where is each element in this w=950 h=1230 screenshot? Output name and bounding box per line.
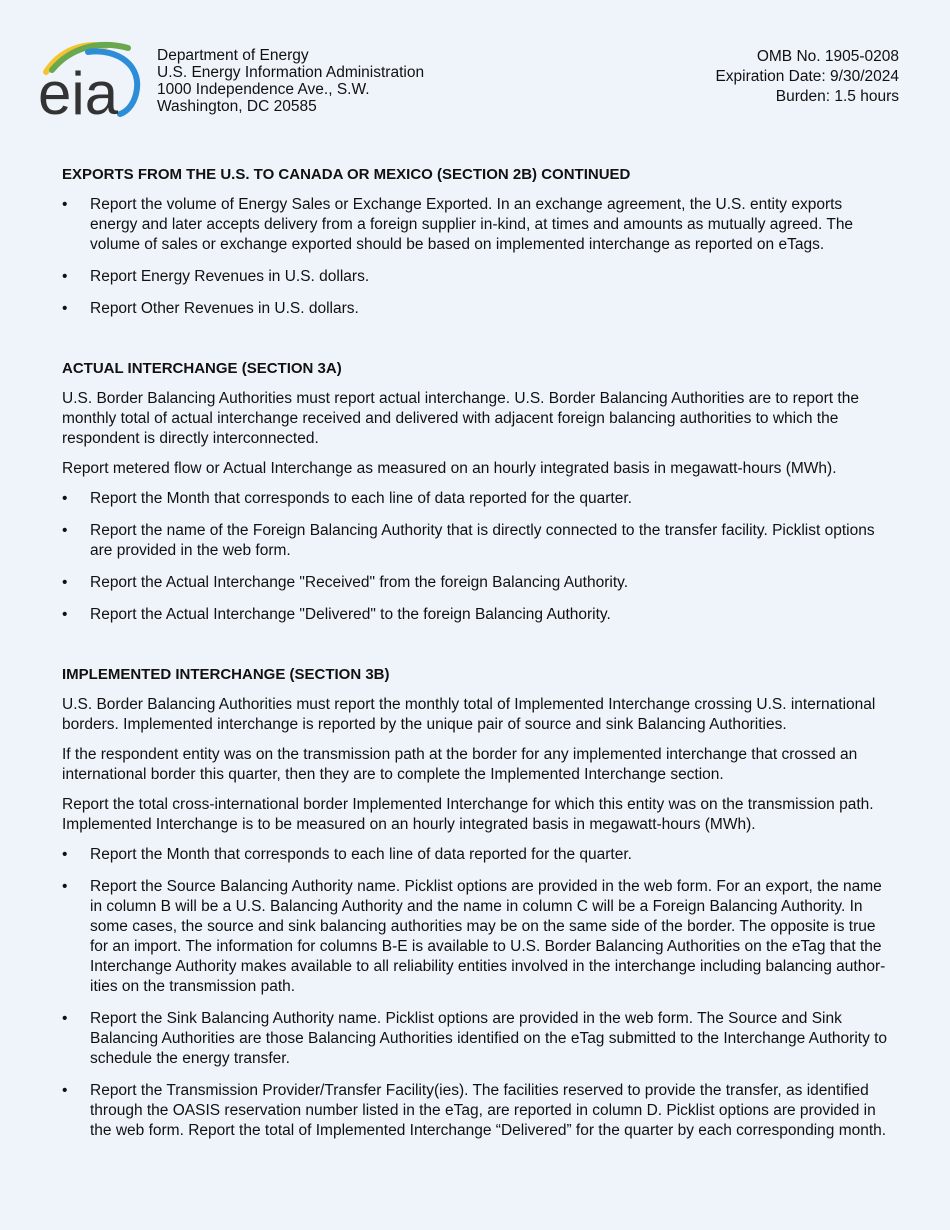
list-item: • Report Other Revenues in U.S. dollars. bbox=[62, 300, 359, 317]
list-item: • Report the Source Balancing Authority name. Picklist options are provided in the web form. For an export, the name in column B will be a U.S. Balancing Authority and the name in column C will be a Foreign Balancing Authority. In some cases, the source and sink balancing authorities may be on the same side of the border. The opposite is true for an import. The information for columns B-E is available to U.S. Border Balancing Authorities on the eTag that the Interchange Authority makes available to all reliability entities involved in the interchange including balancing author-ities on the transmission path. bbox=[62, 878, 886, 995]
omb-number: OMB No. 1905-0208 bbox=[756, 48, 899, 65]
section-heading: IMPLEMENTED INTERCHANGE (SECTION 3B) bbox=[62, 666, 390, 683]
list-item: • Report the Actual Interchange "Delivered" to the foreign Balancing Authority. bbox=[62, 606, 611, 623]
list-item: • Report the Transmission Provider/Transfer Facility(ies). The facilities reserved to provide the transfer, as identified through the OASIS reservation number listed in the eTag, are reported in column D. Picklist options are provided in the web form. Report the total of Implemented Interchange “Delivered” for the quarter by each corresponding month. bbox=[62, 1082, 887, 1139]
document-body bbox=[62, 165, 892, 1153]
section-implemented-interchange bbox=[62, 665, 892, 1141]
paragraph: Report metered flow or Actual Interchange as measured on an hourly integrated basis in megawatt-hours (MWh). bbox=[62, 460, 837, 477]
section-heading: ACTUAL INTERCHANGE (SECTION 3A) bbox=[62, 360, 342, 377]
section-exports bbox=[62, 165, 892, 319]
expiration-date: Expiration Date: 9/30/2024 bbox=[715, 68, 899, 85]
bullet-text: Report the volume of Energy Sales or Exchange Exported. In an exchange agreement, the U.S. entity exports energy and later accepts delivery from a foreign supplier in-kind, at times and amounts as mutually agreed. The volume of sales or exchange exported should be based on implemented interchange as reported on eTags. bbox=[90, 196, 854, 253]
paragraph: Report the total cross-international border Implemented Interchange for which this entity was on the transmission path. Implemented Interchange is to be measured on an hourly integrated basis in megawatt-hours (MWh). bbox=[62, 796, 874, 833]
list-item: • Report the name of the Foreign Balancing Authority that is directly connected to the transfer facility. Picklist options are provided in the web form. bbox=[62, 522, 875, 559]
bullet-text: Report the Month that corresponds to each line of data reported for the quarter. bbox=[90, 490, 632, 507]
paragraph: U.S. Border Balancing Authorities must report actual interchange. U.S. Border Balancing Authorities are to report the monthly total of actual interchange received and delivered with adjacent foreign balancing authorities to which the respondent is directly interconnected. bbox=[62, 390, 859, 447]
section-actual-interchange bbox=[62, 359, 892, 625]
bullet-list bbox=[62, 489, 892, 625]
burden: Burden: 1.5 hours bbox=[775, 88, 899, 105]
list-item: • Report Energy Revenues in U.S. dollars. bbox=[62, 268, 370, 285]
agency-line: 1000 Independence Ave., S.W. bbox=[157, 81, 370, 98]
list-item: • Report the volume of Energy Sales or Exchange Exported. In an exchange agreement, the U.S. entity exports energy and later accepts delivery from a foreign supplier in-kind, at times and amounts as mutually agreed. The volume of sales or exchange exported should be based on implemented interchange as reported on eTags. bbox=[62, 196, 854, 253]
bullet-text: Report the Source Balancing Authority name. Picklist options are provided in the web form. For an export, the name in column B will be a U.S. Balancing Authority and the name in column C will be a Foreign Balancing Authority. In some cases, the source and sink balancing authorities may be on the same side of the border. The opposite is true for an import. The information for columns B-E is available to U.S. Border Balancing Authorities on the eTag that the Interchange Authority makes available to all reliability entities involved in the interchange including balancing author-ities on the transmission path. bbox=[90, 878, 886, 995]
bullet-list bbox=[62, 845, 892, 1141]
bullet-text: Report the Transmission Provider/Transfer Facility(ies). The facilities reserved to provide the transfer, as identified through the OASIS reservation number listed in the eTag, are reported in column D. Picklist options are provided in the web form. Report the total of Implemented Interchange “Delivered” for the quarter by each corresponding month. bbox=[90, 1082, 887, 1139]
list-item: • Report the Actual Interchange "Received" from the foreign Balancing Authority. bbox=[62, 574, 629, 591]
eia-logo bbox=[38, 38, 144, 118]
paragraph: U.S. Border Balancing Authorities must report the monthly total of Implemented Interchange crossing U.S. international borders. Implemented interchange is reported by the unique pair of source and sink Balancing Authorities. bbox=[62, 696, 876, 733]
bullet-list bbox=[62, 195, 892, 319]
bullet-text: Report the Actual Interchange "Delivered" to the foreign Balancing Authority. bbox=[90, 606, 611, 623]
list-item: • Report the Month that corresponds to each line of data reported for the quarter. bbox=[62, 490, 632, 507]
agency-address bbox=[157, 47, 424, 115]
paragraph: If the respondent entity was on the transmission path at the border for any implemented interchange that crossed an international border this quarter, then they are to complete the Implemented Interchange section. bbox=[62, 746, 858, 783]
list-item: • Report the Sink Balancing Authority name. Picklist options are provided in the web form. The Source and Sink Balancing Authorities are those Balancing Authorities identified on the eTag submitted to the Interchange Authority to schedule the energy transfer. bbox=[62, 1010, 888, 1067]
bullet-text: Report the Actual Interchange "Received" from the foreign Balancing Authority. bbox=[90, 574, 629, 591]
agency-line: Department of Energy bbox=[157, 47, 309, 64]
svg-text:eia: eia bbox=[38, 60, 119, 118]
bullet-text: Report Other Revenues in U.S. dollars. bbox=[90, 300, 359, 317]
list-item: • Report the Month that corresponds to each line of data reported for the quarter. bbox=[62, 846, 632, 863]
section-heading: EXPORTS FROM THE U.S. TO CANADA OR MEXICO (SECTION 2B) CONTINUED bbox=[62, 166, 631, 183]
bullet-text: Report the name of the Foreign Balancing Authority that is directly connected to the transfer facility. Picklist options are provided in the web form. bbox=[90, 522, 875, 559]
bullet-text: Report the Month that corresponds to each line of data reported for the quarter. bbox=[90, 846, 632, 863]
omb-info bbox=[715, 47, 899, 107]
agency-line: U.S. Energy Information Administration bbox=[157, 64, 425, 81]
bullet-text: Report Energy Revenues in U.S. dollars. bbox=[90, 268, 370, 285]
agency-line: Washington, DC 20585 bbox=[157, 98, 317, 115]
bullet-text: Report the Sink Balancing Authority name. Picklist options are provided in the web form. The Source and Sink Balancing Authorities are those Balancing Authorities identified on the eTag submitted to the Interchange Authority to schedule the energy transfer. bbox=[90, 1010, 888, 1067]
